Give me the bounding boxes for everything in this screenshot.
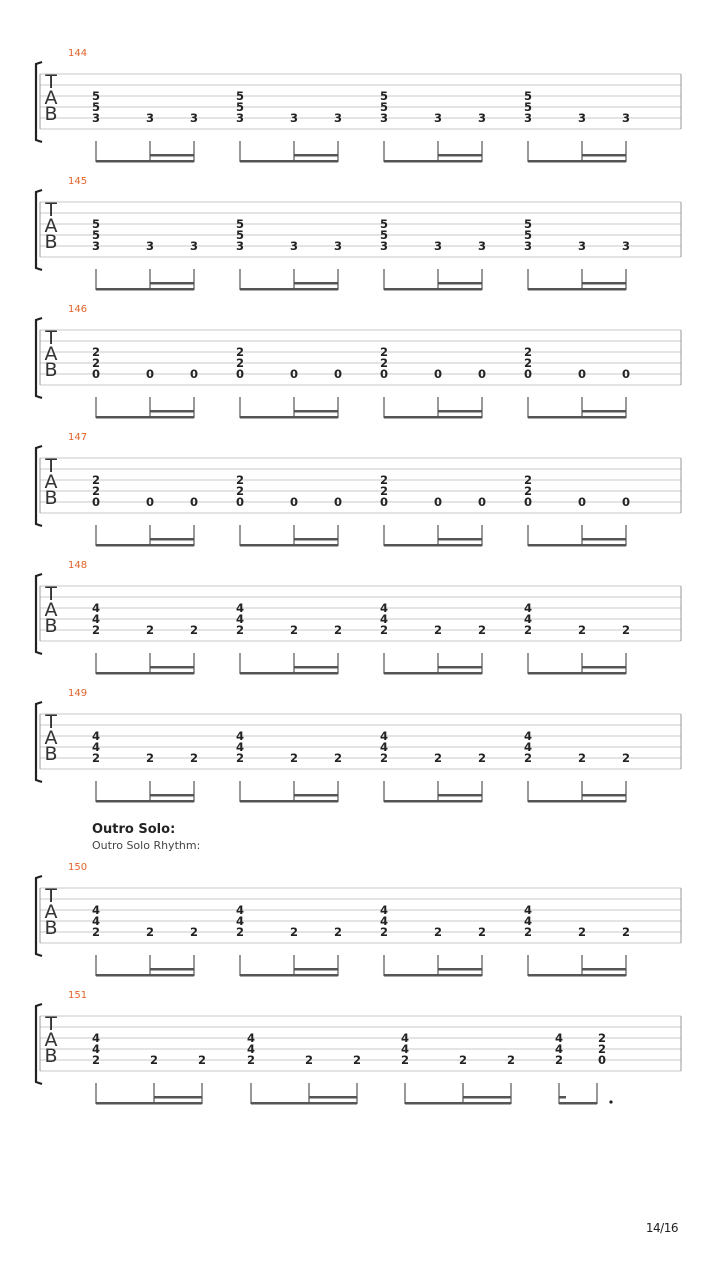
- beam: [384, 974, 482, 977]
- beam: [150, 666, 194, 669]
- fret-number: 2: [235, 751, 245, 765]
- fret-number: 4: [235, 729, 245, 743]
- tab-clef-letter: A: [44, 901, 58, 923]
- beam: [240, 416, 338, 419]
- fret-number: 3: [477, 111, 487, 125]
- fret-number: 4: [379, 740, 389, 754]
- beam: [294, 666, 338, 669]
- fret-number: 2: [289, 925, 299, 939]
- fret-number: 0: [523, 495, 533, 509]
- fret-number: 2: [523, 925, 533, 939]
- tab-clef-letter: B: [44, 743, 58, 765]
- measure-number: 147: [68, 432, 88, 443]
- fret-number: 3: [433, 111, 443, 125]
- beam: [96, 288, 194, 291]
- beam: [294, 968, 338, 971]
- measure-number: 150: [68, 862, 88, 873]
- fret-number: 0: [189, 495, 199, 509]
- fret-number: 2: [149, 1053, 159, 1067]
- beam: [438, 410, 482, 413]
- fret-number: 0: [289, 495, 299, 509]
- beam: [528, 800, 626, 803]
- beam: [528, 160, 626, 163]
- fret-number: 5: [379, 100, 389, 114]
- fret-number: 2: [235, 484, 245, 498]
- fret-number: 4: [235, 914, 245, 928]
- beam: [384, 160, 482, 163]
- fret-number: 4: [91, 740, 101, 754]
- fret-number: 3: [379, 239, 389, 253]
- measure-number: 144: [68, 48, 88, 59]
- fret-number: 4: [91, 914, 101, 928]
- fret-number: 3: [379, 111, 389, 125]
- fret-number: 2: [91, 1053, 101, 1067]
- fret-number: 3: [235, 111, 245, 125]
- fret-number: 2: [597, 1042, 607, 1056]
- fret-number: 2: [379, 356, 389, 370]
- fret-number: 4: [523, 903, 533, 917]
- fret-number: 2: [477, 925, 487, 939]
- fret-number: 4: [523, 914, 533, 928]
- tab-clef-letter: B: [44, 615, 58, 637]
- fret-number: 2: [145, 623, 155, 637]
- fret-number: 2: [523, 484, 533, 498]
- fret-number: 0: [235, 495, 245, 509]
- fret-number: 0: [477, 367, 487, 381]
- beam: [438, 666, 482, 669]
- fret-number: 0: [379, 495, 389, 509]
- fret-number: 3: [477, 239, 487, 253]
- tab-clef-letter: T: [45, 885, 57, 907]
- fret-number: 3: [145, 239, 155, 253]
- beam: [96, 800, 194, 803]
- fret-number: 3: [235, 239, 245, 253]
- fret-number: 0: [597, 1053, 607, 1067]
- fret-number: 4: [235, 740, 245, 754]
- tab-clef-letter: T: [45, 455, 57, 477]
- tab-clef-letter: B: [44, 917, 58, 939]
- tab-staff: [0, 444, 720, 554]
- fret-number: 4: [523, 729, 533, 743]
- beam: [438, 154, 482, 157]
- tab-clef-letter: A: [44, 343, 58, 365]
- fret-number: 5: [523, 228, 533, 242]
- tab-staff: [0, 316, 720, 426]
- fret-number: 0: [621, 495, 631, 509]
- tab-clef-letter: A: [44, 727, 58, 749]
- tab-system: [0, 304, 720, 436]
- fret-number: 0: [621, 367, 631, 381]
- tab-clef-letter: A: [44, 599, 58, 621]
- beam: [294, 410, 338, 413]
- fret-number: 2: [235, 925, 245, 939]
- fret-number: 5: [523, 89, 533, 103]
- beam: [582, 794, 626, 797]
- fret-number: 3: [523, 239, 533, 253]
- fret-number: 4: [235, 601, 245, 615]
- tab-clef-letter: A: [44, 87, 58, 109]
- fret-number: 2: [400, 1053, 410, 1067]
- fret-number: 5: [235, 89, 245, 103]
- fret-number: 0: [145, 367, 155, 381]
- beam: [150, 410, 194, 413]
- fret-number: 2: [554, 1053, 564, 1067]
- tab-clef-letter: B: [44, 487, 58, 509]
- fret-number: 3: [289, 111, 299, 125]
- measure-number: 145: [68, 176, 88, 187]
- fret-number: 5: [379, 89, 389, 103]
- beam: [559, 1102, 597, 1105]
- fret-number: 2: [235, 345, 245, 359]
- fret-number: 4: [379, 729, 389, 743]
- fret-number: 4: [554, 1042, 564, 1056]
- fret-number: 0: [577, 367, 587, 381]
- fret-number: 2: [235, 623, 245, 637]
- measure-number: 151: [68, 990, 88, 1001]
- tab-system: [0, 176, 720, 308]
- fret-number: 2: [379, 623, 389, 637]
- fret-number: 3: [333, 239, 343, 253]
- fret-number: 2: [91, 484, 101, 498]
- fret-number: 4: [379, 903, 389, 917]
- fret-number: 2: [235, 473, 245, 487]
- fret-number: 0: [333, 367, 343, 381]
- fret-number: 4: [91, 903, 101, 917]
- beam: [528, 544, 626, 547]
- fret-number: 2: [523, 473, 533, 487]
- fret-number: 2: [289, 751, 299, 765]
- beam: [240, 544, 338, 547]
- fret-number: 2: [597, 1031, 607, 1045]
- measure-number: 148: [68, 560, 88, 571]
- fret-number: 2: [189, 623, 199, 637]
- beam: [438, 282, 482, 285]
- fret-number: 5: [91, 228, 101, 242]
- tab-staff: [0, 572, 720, 682]
- fret-number: 2: [189, 751, 199, 765]
- fret-number: 4: [400, 1042, 410, 1056]
- beam: [96, 672, 194, 675]
- fret-number: 2: [379, 473, 389, 487]
- beam: [240, 160, 338, 163]
- beam: [528, 974, 626, 977]
- fret-number: 3: [621, 239, 631, 253]
- beam: [582, 154, 626, 157]
- beam: [96, 160, 194, 163]
- fret-number: 0: [91, 367, 101, 381]
- beam: [582, 410, 626, 413]
- beam: [96, 974, 194, 977]
- fret-number: 2: [577, 751, 587, 765]
- tab-system: [0, 990, 720, 1122]
- beam: [150, 794, 194, 797]
- fret-number: 5: [235, 100, 245, 114]
- tab-clef-letter: T: [45, 199, 57, 221]
- fret-number: 4: [400, 1031, 410, 1045]
- fret-number: 0: [333, 495, 343, 509]
- fret-number: 4: [379, 612, 389, 626]
- fret-number: 2: [91, 925, 101, 939]
- tab-system: [0, 560, 720, 692]
- tab-system: [0, 862, 720, 994]
- fret-number: 2: [333, 623, 343, 637]
- fret-number: 5: [91, 100, 101, 114]
- fret-number: 2: [577, 925, 587, 939]
- fret-number: 0: [189, 367, 199, 381]
- beam: [150, 154, 194, 157]
- fret-number: 3: [577, 239, 587, 253]
- beam: [154, 1096, 202, 1099]
- fret-number: 4: [523, 612, 533, 626]
- fret-number: 4: [91, 612, 101, 626]
- fret-number: 3: [333, 111, 343, 125]
- tab-staff: [0, 60, 720, 170]
- fret-number: 0: [379, 367, 389, 381]
- fret-number: 2: [523, 751, 533, 765]
- fret-number: 2: [523, 623, 533, 637]
- tab-system: [0, 48, 720, 180]
- tab-clef-letter: T: [45, 71, 57, 93]
- fret-number: 2: [333, 751, 343, 765]
- fret-number: 4: [91, 1031, 101, 1045]
- beam: [559, 1096, 566, 1099]
- beam: [384, 800, 482, 803]
- measure-number: 146: [68, 304, 88, 315]
- beam: [463, 1096, 511, 1099]
- fret-number: 4: [91, 1042, 101, 1056]
- fret-number: 2: [621, 751, 631, 765]
- beam: [582, 666, 626, 669]
- fret-number: 5: [523, 100, 533, 114]
- fret-number: 5: [523, 217, 533, 231]
- tab-staff: [0, 1002, 720, 1112]
- fret-number: 4: [379, 601, 389, 615]
- beam: [294, 282, 338, 285]
- fret-number: 2: [523, 345, 533, 359]
- fret-number: 2: [189, 925, 199, 939]
- fret-number: 5: [379, 228, 389, 242]
- fret-number: 2: [246, 1053, 256, 1067]
- fret-number: 0: [433, 495, 443, 509]
- fret-number: 2: [91, 751, 101, 765]
- beam: [384, 544, 482, 547]
- measure-number: 149: [68, 688, 88, 699]
- tab-staff: [0, 874, 720, 984]
- beam: [294, 154, 338, 157]
- fret-number: 2: [289, 623, 299, 637]
- fret-number: 4: [554, 1031, 564, 1045]
- tab-staff: [0, 188, 720, 298]
- beam: [384, 416, 482, 419]
- fret-number: 3: [433, 239, 443, 253]
- fret-number: 3: [189, 239, 199, 253]
- section-subtitle: Outro Solo Rhythm:: [92, 839, 201, 852]
- dot: [609, 1100, 612, 1103]
- fret-number: 2: [477, 623, 487, 637]
- beam: [384, 288, 482, 291]
- fret-number: 3: [145, 111, 155, 125]
- fret-number: 0: [433, 367, 443, 381]
- beam: [96, 1102, 202, 1105]
- fret-number: 0: [91, 495, 101, 509]
- fret-number: 2: [379, 345, 389, 359]
- fret-number: 2: [333, 925, 343, 939]
- fret-number: 5: [91, 89, 101, 103]
- fret-number: 3: [621, 111, 631, 125]
- tab-clef-letter: B: [44, 1045, 58, 1067]
- beam: [240, 800, 338, 803]
- fret-number: 4: [379, 914, 389, 928]
- beam: [294, 794, 338, 797]
- beam: [528, 672, 626, 675]
- tab-clef-letter: T: [45, 711, 57, 733]
- fret-number: 2: [352, 1053, 362, 1067]
- fret-number: 2: [458, 1053, 468, 1067]
- beam: [582, 282, 626, 285]
- fret-number: 5: [235, 217, 245, 231]
- beam: [582, 538, 626, 541]
- beam: [405, 1102, 511, 1105]
- fret-number: 0: [523, 367, 533, 381]
- beam: [150, 968, 194, 971]
- beam: [150, 282, 194, 285]
- tab-clef-letter: A: [44, 471, 58, 493]
- fret-number: 2: [433, 623, 443, 637]
- fret-number: 2: [621, 623, 631, 637]
- fret-number: 3: [91, 239, 101, 253]
- fret-number: 5: [235, 228, 245, 242]
- fret-number: 5: [91, 217, 101, 231]
- beam: [438, 794, 482, 797]
- fret-number: 3: [577, 111, 587, 125]
- fret-number: 4: [235, 903, 245, 917]
- fret-number: 4: [523, 740, 533, 754]
- beam: [528, 416, 626, 419]
- tab-clef-letter: T: [45, 583, 57, 605]
- fret-number: 2: [506, 1053, 516, 1067]
- tab-clef-letter: B: [44, 103, 58, 125]
- beam: [240, 288, 338, 291]
- beam: [438, 968, 482, 971]
- tab-clef-letter: A: [44, 1029, 58, 1051]
- beam: [438, 538, 482, 541]
- fret-number: 4: [246, 1042, 256, 1056]
- tab-system: [0, 688, 720, 820]
- tab-system: [0, 432, 720, 564]
- fret-number: 2: [91, 345, 101, 359]
- fret-number: 2: [621, 925, 631, 939]
- fret-number: 0: [289, 367, 299, 381]
- beam: [240, 974, 338, 977]
- fret-number: 3: [91, 111, 101, 125]
- fret-number: 2: [433, 925, 443, 939]
- fret-number: 2: [304, 1053, 314, 1067]
- tab-clef-letter: T: [45, 1013, 57, 1035]
- fret-number: 2: [145, 751, 155, 765]
- fret-number: 4: [246, 1031, 256, 1045]
- fret-number: 4: [523, 601, 533, 615]
- beam: [384, 672, 482, 675]
- fret-number: 0: [235, 367, 245, 381]
- fret-number: 5: [379, 217, 389, 231]
- fret-number: 2: [145, 925, 155, 939]
- fret-number: 4: [91, 729, 101, 743]
- fret-number: 2: [91, 473, 101, 487]
- beam: [582, 968, 626, 971]
- section-title: Outro Solo:: [92, 822, 176, 837]
- fret-number: 0: [477, 495, 487, 509]
- fret-number: 2: [379, 925, 389, 939]
- fret-number: 2: [379, 484, 389, 498]
- fret-number: 2: [235, 356, 245, 370]
- fret-number: 4: [235, 612, 245, 626]
- beam: [309, 1096, 357, 1099]
- fret-number: 2: [197, 1053, 207, 1067]
- beam: [240, 672, 338, 675]
- fret-number: 2: [523, 356, 533, 370]
- beam: [150, 538, 194, 541]
- page-number: 14/16: [645, 1221, 678, 1235]
- tab-clef-letter: T: [45, 327, 57, 349]
- tab-clef-letter: B: [44, 231, 58, 253]
- fret-number: 2: [433, 751, 443, 765]
- beam: [251, 1102, 357, 1105]
- fret-number: 2: [91, 356, 101, 370]
- fret-number: 3: [189, 111, 199, 125]
- fret-number: 4: [91, 601, 101, 615]
- fret-number: 3: [289, 239, 299, 253]
- tab-clef-letter: B: [44, 359, 58, 381]
- beam: [96, 416, 194, 419]
- fret-number: 2: [477, 751, 487, 765]
- fret-number: 2: [379, 751, 389, 765]
- fret-number: 0: [145, 495, 155, 509]
- beam: [294, 538, 338, 541]
- fret-number: 2: [91, 623, 101, 637]
- fret-number: 3: [523, 111, 533, 125]
- beam: [96, 544, 194, 547]
- fret-number: 2: [577, 623, 587, 637]
- tab-staff: [0, 700, 720, 810]
- fret-number: 0: [577, 495, 587, 509]
- beam: [528, 288, 626, 291]
- tab-clef-letter: A: [44, 215, 58, 237]
